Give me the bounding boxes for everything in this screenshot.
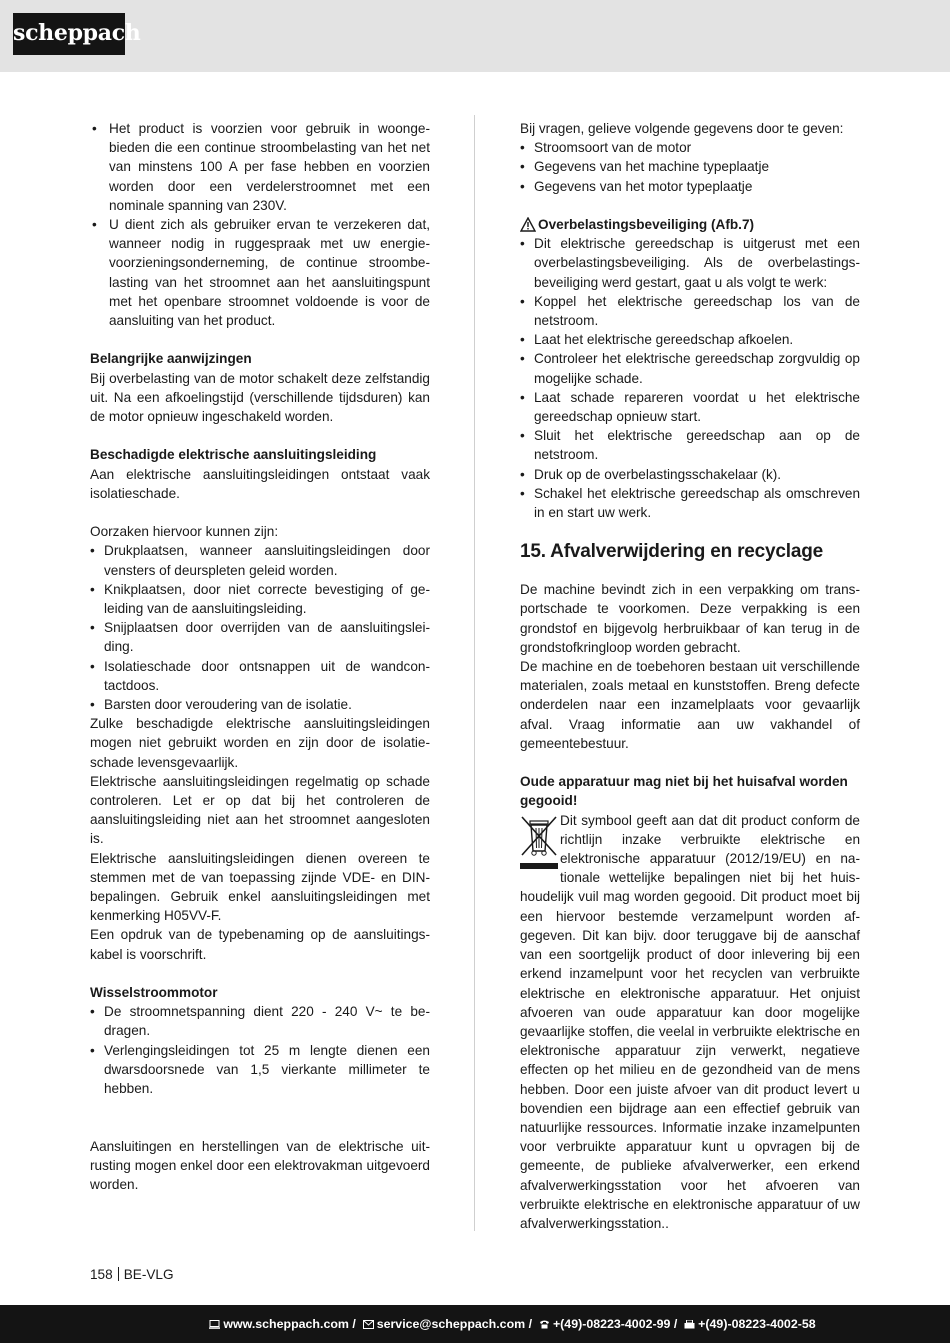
list-item: • Laat schade repareren voordat u het elektrische gereedschap opnieuw start. <box>520 388 860 426</box>
list-item: • Stroomsoort van de motor <box>520 138 860 157</box>
page-language: BE-VLG <box>123 1267 174 1282</box>
list-item: • Drukplaatsen, wanneer aansluitingsleidingen door vensters of deurspleten geleid worden. <box>90 541 430 579</box>
ac-motor-heading: Wisselstroommotor <box>90 985 218 1001</box>
list-item: • Het product is voorzien voor gebruik in woongebieden die een continue stroombelasting van het net van minstens 100 A per fase hebben en voorzien worden door een verdelerstroomnet met een nominale spanning van 230V. <box>90 119 430 215</box>
list-item: • Sluit het elektrische gereedschap aan op de netstroom. <box>520 426 860 464</box>
list-item: • U dient zich als gebruiker ervan te verzekeren dat, wanneer nodig in ruggespraak met uw energievoorzieningsonderneming, de continue stroombelasting van het stroomnet aan het aansluitingspunt met het openbare stroomnet voldoende is voor de aansluiting van het product. <box>90 215 430 330</box>
footer-email-link[interactable]: service@scheppach.com / <box>376 1317 533 1331</box>
overload-heading: Overbelastingsbeveiliging (Afb.7) <box>538 217 755 232</box>
paragraph: Een opdruk van de typebenaming op de aansluitingskabel is voorschrift. <box>90 927 430 962</box>
list-item: • Dit elektrische gereedschap is uitgerust met een overbelastingsbeveiliging. Als de overbelastingsbeveiliging werd gestart, gaat u als volgt te werk: <box>520 234 860 292</box>
questions-intro: Bij vragen, gelieve volgende gegevens door te geven: <box>520 121 844 136</box>
scheppach-logo: scheppach <box>13 13 125 55</box>
paragraph: Zulke beschadigde elektrische aansluitingsleidingen mogen niet gebruikt worden en zijn door de isolatieschade levensgevaarlijk. <box>90 716 430 770</box>
footer-website-link[interactable]: www.scheppach.com / <box>223 1317 356 1331</box>
column-divider <box>474 115 475 1231</box>
damaged-cable-heading: Beschadigde elektrische aansluitingsleiding <box>90 447 377 463</box>
list-item: • De stroomnetspanning dient 220 - 240 V~ te bedragen. <box>90 1002 430 1040</box>
ac-motor-list <box>90 1002 430 1098</box>
old-equipment-text: Dit symbool geeft aan dat dit product conform de richtlijn inzake verbruikte elektrische en elektronische apparatuur (2012/19/EU) en nationale wettelijke bepalingen niet bij het huishoudelijk vuil mag worden gegooid. Dit product moet bij een hiervoor bestemde verzamelpunt worden afgegeven. Dit kan bijv. door teruggave bij de aanschaf van een soortgelijk product of door inlevering bij een erkend inzamelpunt voor het recyclen van verbruikte elektrische en elektronische apparatuur. Het onjuist afvoeren van oude apparatuur kan door mogelijke gevaarlijke stoffen, die veelal in verbruikte elektrische en elektronische apparatuur zijn verwerkt, negatieve effecten op het milieu en de gezondheid van de mens hebben. Door een juiste afvoer van dit product levert u bovendien een bijdrage aan een effectief gebruik van natuurlijke ressources. Informatie inzake inzamelpunten voor verbruikte apparatuur kunt u opvragen bij de gemeente, de publieke afvalverwerker, een erkend afvalverwerkingsstation voor het afvoeren van verbruikte elektrische en elektronische apparatuur of uw afvalverwerkingsstation.. <box>520 812 860 1231</box>
list-item: • Laat het elektrische gereedschap afkoelen. <box>520 330 860 349</box>
list-item: • Knikplaatsen, door niet correcte bevestiging of geleiding van de aansluitingsleiding. <box>90 580 430 618</box>
section-title: 15. Afvalverwijdering en recyclage <box>520 541 823 563</box>
important-heading: Belangrijke aanwijzingen <box>90 351 252 367</box>
list-item: • Druk op de overbelastingsschakelaar (k). <box>520 465 860 484</box>
fax-icon <box>684 1320 695 1329</box>
list-item: • Snijplaatsen door overrijden van de aansluitingsleiding. <box>90 618 430 656</box>
overload-heading-row <box>520 215 860 234</box>
footer-fax: +(49)-08223-4002-58 <box>698 1317 816 1331</box>
page-number: 158 <box>90 1267 113 1282</box>
list-item: • Verlengingsleidingen tot 25 m lengte dienen een dwarsdoorsnede van 1,5 vierkante millimeter te hebben. <box>90 1041 430 1099</box>
supply-bullets <box>90 119 430 330</box>
questions-list <box>520 138 860 196</box>
overload-list <box>520 234 860 522</box>
list-item: • Controleer het elektrische gereedschap zorgvuldig op mogelijke schade. <box>520 349 860 387</box>
list-item: • Koppel het elektrische gereedschap los van de netstroom. <box>520 292 860 330</box>
disposal-paragraph: De machine bevindt zich in een verpakking om transportschade te voorkomen. Deze verpakking is een grondstof en bijgevolg herbruikbaar of kan terug in de grondstofkringloop worden gebracht. <box>520 582 860 655</box>
warning-icon <box>520 217 536 232</box>
weee-block <box>520 811 860 1233</box>
computer-icon <box>209 1320 220 1329</box>
left-column <box>90 119 430 1194</box>
closing-text: Aansluitingen en herstellingen van de elektrische uitrusting mogen enkel door een elektrovakman uitgevoerd worden. <box>90 1138 430 1193</box>
disposal-paragraph: De machine en de toebehoren bestaan uit verschillende materialen, zoals metaal en kunststoffen. Breng defecte onderdelen naar een inzamelplaats voor gevaarlijk afval. Vraag informatie aan uw vakhandel of gemeentebestuur. <box>520 659 860 751</box>
weee-bin-icon <box>520 813 560 875</box>
paragraph: Elektrische aansluitingsleidingen regelmatig op schade controleren. Let er op dat bij het controleren de aansluitingsleiding niet aan het stroomnet aangesloten is. <box>90 773 430 847</box>
mail-icon <box>363 1320 374 1329</box>
important-text: Bij overbelasting van de motor schakelt deze zelfstandig uit. Na een afkoelingstijd (verschillende tijdsduren) kan de motor opnieuw ingeschakeld worden. <box>90 370 430 425</box>
list-item: • Gegevens van het motor typeplaatje <box>520 177 860 196</box>
paragraph: Elektrische aansluitingsleidingen dienen overeen te stemmen met de van toepassing zijnde VDE- en DIN-bepalingen. Gebruik enkel aansluitingsleidingen met kenmerking H05VV-F. <box>90 850 430 924</box>
page-number-note <box>90 1265 174 1284</box>
footer-phone: +(49)-08223-4002-99 / <box>552 1317 678 1331</box>
list-item: • Gegevens van het machine typeplaatje <box>520 157 860 176</box>
phone-icon <box>539 1320 550 1329</box>
page-footer <box>0 1305 950 1343</box>
page-header <box>0 0 950 72</box>
right-column <box>520 119 860 1233</box>
list-item: • Isolatieschade door ontsnappen uit de wandcontactdoos. <box>90 657 430 695</box>
list-item: • Schakel het elektrische gereedschap als omschreven in en start uw werk. <box>520 484 860 522</box>
list-item: • Barsten door veroudering van de isolatie. <box>90 695 430 714</box>
old-equipment-heading: Oude apparatuur mag niet bij het huisafval worden gegooid! <box>520 774 848 809</box>
causes-intro: Oorzaken hiervoor kunnen zijn: <box>90 524 279 540</box>
damaged-cable-text: Aan elektrische aansluitingsleidingen ontstaat vaak isolatieschade. <box>90 466 430 501</box>
causes-list <box>90 541 430 714</box>
